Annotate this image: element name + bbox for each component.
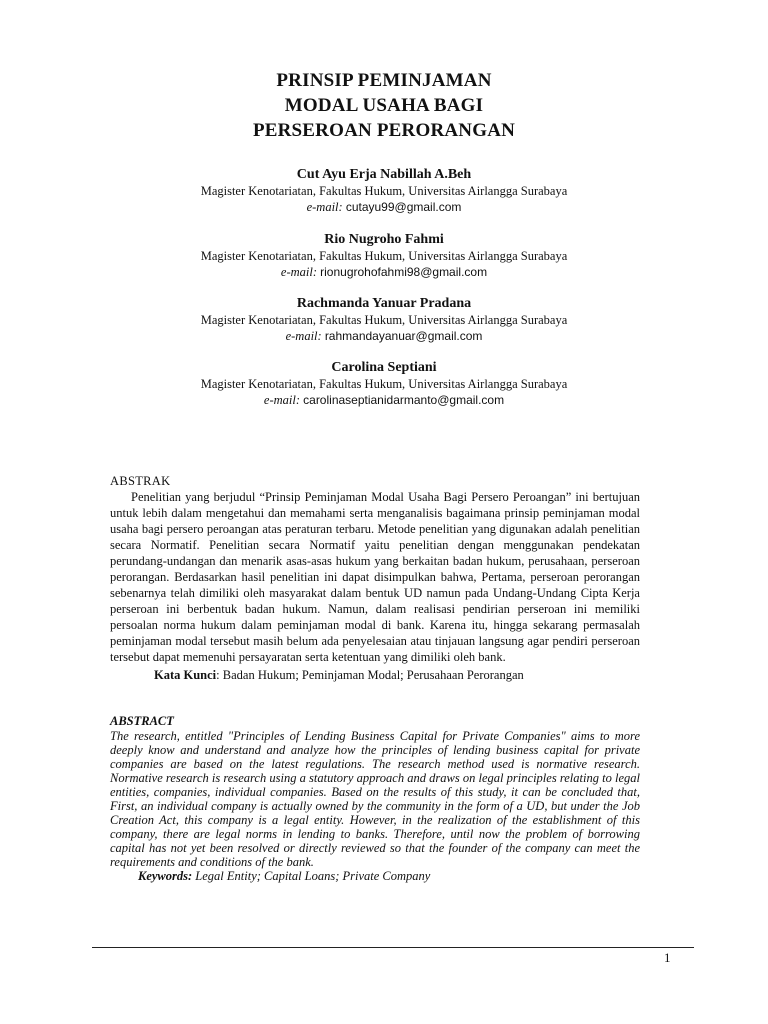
abstract-body: The research, entitled "Principles of Lending Business Capital for Private Companies" aims to more deeply know and understand and analyze how the principles of lending business capital for private companies are based on the latest regulations. The research method used is normative research. Normative research is research using a statutory approach and draws on legal principles relating to legal entities, companies, individual companies. Based on the results of this study, it can be concluded that, First, an individual company is actually owned by the community in the form of a UD, but under the Job Creation Act, this company is a legal entity. However, in the realization of the establishment of this company, there are legal norms in lending to banks. Therefore, until now the problem of borrowing capital has not yet been resolved or directly reviewed so that the founder of the company can meet the requirements and conditions of the bank. xyxy=(110,729,640,869)
paper-title xyxy=(0,68,768,143)
abstract-section xyxy=(110,713,640,883)
author-name: Rachmanda Yanuar Pradana xyxy=(296,296,472,311)
author-name: Cut Ayu Erja Nabillah A.Beh xyxy=(296,167,472,182)
title-line-2: MODAL USAHA BAGI xyxy=(284,95,484,116)
author-block-4 xyxy=(0,359,768,408)
keywords-text: : Badan Hukum; Peminjaman Modal; Perusahaan Perorangan xyxy=(216,668,524,682)
author-email[interactable]: carolinaseptianidarmanto@gmail.com xyxy=(303,393,505,407)
keywords-text: Legal Entity; Capital Loans; Private Company xyxy=(192,869,431,883)
author-email-line xyxy=(0,264,768,280)
abstrak-keywords xyxy=(110,667,640,683)
author-name: Rio Nugroho Fahmi xyxy=(324,232,444,247)
abstract-keywords xyxy=(110,869,640,883)
author-block-2 xyxy=(0,231,768,280)
author-email-line xyxy=(0,328,768,344)
email-label: e-mail: xyxy=(263,393,301,407)
title-line-1: PRINSIP PEMINJAMAN xyxy=(276,70,492,91)
author-email-line xyxy=(0,199,768,215)
author-block-3 xyxy=(0,295,768,344)
email-label: e-mail: xyxy=(285,329,322,343)
author-name: Carolina Septiani xyxy=(331,360,437,375)
email-label: e-mail: xyxy=(280,265,318,279)
author-email-line xyxy=(0,392,768,408)
email-label: e-mail: xyxy=(306,200,343,214)
page-number: 1 xyxy=(664,950,671,965)
abstrak-body: Penelitian yang berjudul “Prinsip Peminjaman Modal Usaha Bagi Persero Peroangan” ini bertujuan untuk lebih dalam mengetahui dan memahami serta menganalisis bagaimana prinsip peminjaman modal usaha bagi persero peroangan atas peraturan terbaru. Metode penelitian yang digunakan adalah penelitian secara Normatif. Penelitian secara Normatif yaitu penelitian dengan menggunakan pendekatan perundang-undangan dan menarik asas-asas hukum yang berkaitan badan hukum, perusahaan, perseroan perorangan. Berdasarkan hasil penelitian ini dapat disimpulkan bahwa, Pertama, perseroan perorangan sebenarnya telah dimiliki oleh masyarakat dalam bentuk UD namun pada Undang-Undang Cipta Kerja perseroan ini berbentuk badan hukum. Namun, dalam realisasi pendirian perseroan ini memiliki persoalan norma hukum dalam peminjaman modal di bank. Karena itu, hingga sekarang permasalah peminjaman modal tersebut masih belum ada penyelesaian atau tinjauan langsung agar pendiri perseroan tersebut dapat memenuhi persayaratan serta ketentuan yang dimiliki oleh bank. xyxy=(110,490,640,664)
author-email[interactable]: rahmandayanuar@gmail.com xyxy=(324,329,483,343)
author-affiliation: Magister Kenotariatan, Fakultas Hukum, Universitas Airlangga Surabaya xyxy=(200,249,568,263)
author-block-1 xyxy=(0,166,768,215)
author-affiliation: Magister Kenotariatan, Fakultas Hukum, Universitas Airlangga Surabaya xyxy=(200,377,568,391)
title-line-3: PERSEROAN PERORANGAN xyxy=(252,120,516,141)
keywords-label: Keywords: xyxy=(138,869,193,883)
author-affiliation: Magister Kenotariatan, Fakultas Hukum, Universitas Airlangga Surabaya xyxy=(200,313,568,327)
abstrak-section xyxy=(110,473,640,683)
footer-divider xyxy=(92,947,694,948)
author-email[interactable]: cutayu99@gmail.com xyxy=(345,200,462,214)
abstract-heading: ABSTRACT xyxy=(110,714,174,728)
keywords-label: Kata Kunci xyxy=(154,668,217,682)
abstrak-heading: ABSTRAK xyxy=(110,474,171,488)
author-email[interactable]: rionugrohofahmi98@gmail.com xyxy=(320,265,488,279)
author-affiliation: Magister Kenotariatan, Fakultas Hukum, Universitas Airlangga Surabaya xyxy=(200,184,568,198)
